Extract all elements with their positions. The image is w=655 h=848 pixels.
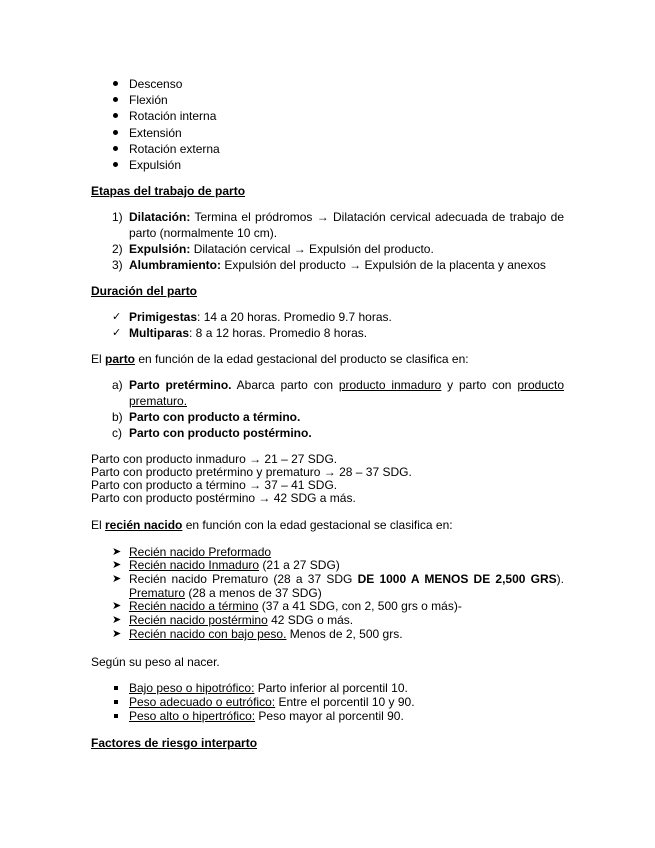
square-bullet-icon xyxy=(114,686,118,690)
list-number: 1) xyxy=(112,210,123,224)
list-item: Multiparas: 8 a 12 horas. Promedio 8 horas. xyxy=(129,326,368,340)
bullet-icon xyxy=(113,146,118,151)
range-line: Parto con producto postérmino → 42 SDG a más. xyxy=(91,491,356,505)
bullet-icon xyxy=(113,162,118,167)
arrow-bullet-icon: ➤ xyxy=(112,600,122,612)
list-item: Bajo peso o hipotrófico: Parto inferior al porcentil 10. xyxy=(129,681,408,695)
list-item: Expulsión xyxy=(129,158,182,172)
list-item: Peso adecuado o eutrófico: Entre el porcentil 10 y 90. xyxy=(129,695,415,709)
section-heading-risk: Factores de riesgo interparto xyxy=(91,736,258,750)
list-item: Recién nacido Inmaduro (21 a 27 SDG) xyxy=(129,558,340,572)
range-line: Parto con producto inmaduro → 21 – 27 SDG. xyxy=(91,452,338,466)
list-item-continuation: Prematuro (28 a menos de 37 SDG) xyxy=(129,586,322,600)
list-item: Flexión xyxy=(129,93,168,107)
list-letter: b) xyxy=(112,410,123,424)
list-item: Primigestas: 14 a 20 horas. Promedio 9.7 horas. xyxy=(129,310,392,324)
arrow-bullet-icon: ➤ xyxy=(112,559,122,571)
list-item: Extensión xyxy=(129,126,182,140)
list-item: Rotación externa xyxy=(129,142,220,156)
list-number: 3) xyxy=(112,258,123,272)
paragraph-parto-intro: El parto en función de la edad gestacional del producto se clasifica en: xyxy=(91,352,469,366)
list-letter: c) xyxy=(112,426,122,440)
square-bullet-icon xyxy=(114,700,118,704)
paragraph-weight-intro: Según su peso al nacer. xyxy=(91,655,220,669)
list-letter: a) xyxy=(112,378,123,392)
list-item: Recién nacido postérmino 42 SDG o más. xyxy=(129,613,354,627)
list-item: Descenso xyxy=(129,77,183,91)
bullet-icon xyxy=(113,81,118,86)
arrow-bullet-icon: ➤ xyxy=(112,628,122,640)
list-item: Parto con producto postérmino. xyxy=(129,426,312,440)
list-number: 2) xyxy=(112,242,123,256)
list-item: Parto con producto a término. xyxy=(129,410,301,424)
range-line: Parto con producto a término → 37 – 41 SDG. xyxy=(91,478,338,492)
list-item-continuation: parto (normalmente 10 cm). xyxy=(129,226,278,240)
section-heading-duration: Duración del parto xyxy=(91,284,198,298)
arrow-bullet-icon: ➤ xyxy=(112,614,122,626)
list-item: Dilatación: Termina el pródromos → Dilatación cervical adecuada de trabajo de xyxy=(129,210,564,224)
checkmark-icon: ✓ xyxy=(112,311,122,323)
list-item: Peso alto o hipertrófico: Peso mayor al porcentil 90. xyxy=(129,709,404,723)
list-item: Alumbramiento: Expulsión del producto → Expulsión de la placenta y anexos xyxy=(129,258,546,272)
list-item: Rotación interna xyxy=(129,109,217,123)
square-bullet-icon xyxy=(114,714,118,718)
list-item: Recién nacido Prematuro (28 a 37 SDG DE 1000 A MENOS DE 2,500 GRS). xyxy=(129,572,565,586)
list-item: Recién nacido con bajo peso. Menos de 2, 500 grs. xyxy=(129,627,403,641)
checkmark-icon: ✓ xyxy=(112,327,122,339)
bullet-icon xyxy=(113,113,118,118)
bullet-icon xyxy=(113,97,118,102)
list-item: Recién nacido Preformado xyxy=(129,545,272,559)
list-item-continuation: prematuro. xyxy=(129,394,188,408)
list-item: Expulsión: Dilatación cervical → Expulsión del producto. xyxy=(129,242,434,256)
arrow-bullet-icon: ➤ xyxy=(112,546,122,558)
range-line: Parto con producto pretérmino y prematuro → 28 – 37 SDG. xyxy=(91,465,412,479)
arrow-bullet-icon: ➤ xyxy=(112,573,122,585)
list-item: Recién nacido a término (37 a 41 SDG, con 2, 500 grs o más)- xyxy=(129,599,462,613)
section-heading-stages: Etapas del trabajo de parto xyxy=(91,184,246,198)
paragraph-newborn-intro: El recién nacido en función con la edad gestacional se clasifica en: xyxy=(91,518,453,532)
bullet-icon xyxy=(113,130,118,135)
list-item: Parto pretérmino. Abarca parto con producto inmaduro y parto con producto xyxy=(129,378,565,392)
